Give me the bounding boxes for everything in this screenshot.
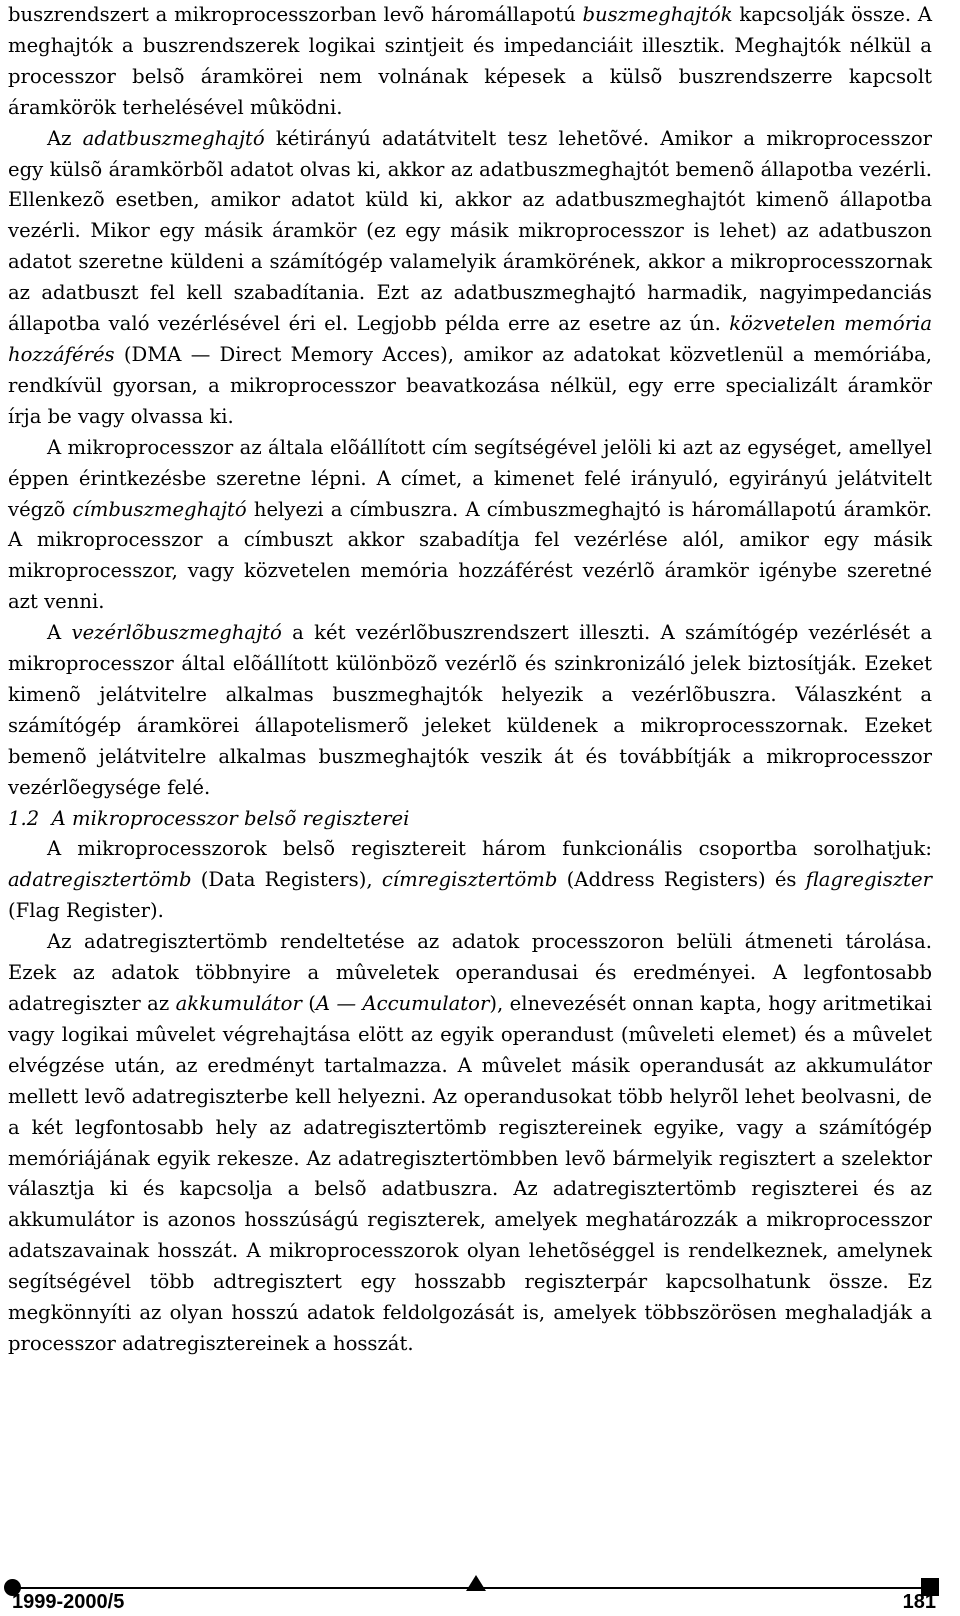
section-heading <box>8 804 932 835</box>
term-flag-register: flagregiszter <box>805 868 932 892</box>
text: (DMA — Direct Memory Acces), amikor az adatokat közvetlenül a memóriába, rendkívül gyorsan, a mikroprocesszor beavatkozása nélkül, egy erre specializált áramkör írja be vagy olvassa ki. <box>8 342 932 428</box>
text: ( <box>301 992 316 1015</box>
paragraph-bus-drivers <box>8 0 932 124</box>
text: Az <box>47 126 83 150</box>
text: (Flag Register). <box>8 899 164 923</box>
page-footer <box>0 1566 960 1616</box>
term-bus-drivers: buszmeghajtók <box>582 3 733 26</box>
text: kapcsolják össze. A meghajtók a buszrendszerek logikai szintjeit és impedanciáit illesztik. Meghajtók nélkül a processzor belsõ áramkörei nem volnának képesek a külsõ buszrendszerre kapcsolt áramkörök terhelésével mûködni. <box>8 3 932 119</box>
term-data-registers: adatregisztertömb <box>8 868 192 892</box>
page-number: 181 <box>902 1591 936 1613</box>
term-control-bus-driver: vezérlõbuszmeghajtó <box>71 621 282 645</box>
paragraph-control-bus-driver <box>8 618 932 803</box>
term-dma: közvetelen memória hozzáférés <box>8 312 933 366</box>
term-address-bus-driver: címbuszmeghajtó <box>72 497 247 521</box>
term-data-bus-driver: adatbuszmeghajtó <box>82 126 265 150</box>
issue-number: 1999-2000/5 <box>12 1591 125 1613</box>
section-number: 1.2 <box>8 806 40 830</box>
text: (Address Registers) és <box>557 868 806 892</box>
text: A mikroprocesszorok belsõ regisztereit három funkcionális csoportba sorolhatjuk: <box>47 837 932 861</box>
document-body <box>8 0 932 1560</box>
text: A mikroprocesszor az általa elõállított cím segítségével jelöli ki azt az egységet, amellyel éppen érintkezésbe szeretne lépni. A címet, a kimenet felé irányuló, egyirányú jelátvitelt végzõ <box>8 435 932 521</box>
paragraph-register-groups <box>8 834 932 927</box>
text: (Data Registers), <box>191 868 382 892</box>
section-title: A mikroprocesszor belsõ regiszterei <box>51 806 410 830</box>
text: helyezi a címbuszra. A címbuszmeghajtó is háromállapotú áramkör. A mikroprocesszor a címbuszt akkor szabadítja fel vezérlése alól, amikor egy másik mikroprocesszor, vagy közvetelen memória hozzáférést vezérlõ áramkör igénybe szeretné azt venni. <box>8 497 932 614</box>
text: A <box>47 621 72 645</box>
text: ), elnevezését onnan kapta, hogy aritmetikai vagy logikai mûvelet végrehajtása elött az egyik operandust (mûveleti elemet) és a mûvelet elvégzése után, az eredményt tartalmazza. A mûvelet másik operandusát az akkumulátor mellett levõ adatregiszterbe kell helyezni. Az operandusokat több helyrõl lehet beolvasni, de a két legfontosabb hely az adatregisztertömb regisztereinek egyike, vagy a számítógép memóriájának egyik rekesze. Az adatregisztertömbben levõ bármelyik regisztert a szelektor választja ki és kapcsolja a belsõ adatbuszra. Az adatregisztertömb regiszterei és az akkumulátor is azonos hosszúságú regiszterek, amelyek meghatározzák a mikroprocesszor adatszavainak hosszát. A mikroprocesszorok olyan lehetõséggel is rendelkeznek, amelynek segítségével több adtregisztert egy hosszabb regiszterpár kapcsolhatunk össze. Ez megkönnyíti az olyan hosszú adatok feldolgozását is, amelyek többszörösen meghaladják a processzor adatregisztereinek a hosszát. <box>8 992 933 1355</box>
text: kétirányú adatátvitelt tesz lehetõvé. Amikor a mikroprocesszor egy külsõ áramkörbõl adatot olvas ki, akkor az adatbuszmeghajtót bemenõ állapotba vezérli. Ellenkezõ esetben, amikor adatot küld ki, akkor az adatbuszmeghajtót kimenõ állapotba vezérli. Mikor egy másik áramkör (ez egy másik mikroprocesszor is lehet) az adatbuszon adatot szeretne küldeni a számítógép valamelyik áramkörének, akkor a mikroprocesszornak az adatbuszt fel kell szabadítania. Ezt az adatbuszmeghajtó harmadik, nagyimpedanciás állapotba való vezérlésével éri el. Legjobb példa erre az esetre az ún. <box>8 126 932 336</box>
text: a két vezérlõbuszrendszert illeszti. A számítógép vezérlését a mikroprocesszor által elõállított különbözõ vezérlõ és szinkronizáló jelek biztosítják. Ezeket kimenõ jelátvitelre alkalmas buszmeghajtók helyezik a vezérlõbuszra. Válaszként a számítógép áramkörei állapotelismerõ jeleket küldenek a mikroprocesszornak. Ezeket bemenõ jelátvitelre alkalmas buszmeghajtók veszik át és továbbítják a mikroprocesszor vezérlõegysége felé. <box>8 621 932 799</box>
term-accumulator-abbrev: A — Accumulator <box>315 992 490 1015</box>
paragraph-data-bus-driver <box>8 124 932 433</box>
text: Az adatregisztertömb rendeltetése az adatok processzoron belüli átmeneti tárolása. Ezek az adatok többnyire a mûveletek operandusai és eredményei. A legfontosabb adatregiszter az <box>8 930 932 1015</box>
term-accumulator: akkumulátor <box>175 992 302 1015</box>
paragraph-accumulator <box>8 927 932 1360</box>
triangle-marker-icon <box>466 1575 486 1591</box>
paragraph-address-bus-driver <box>8 433 932 618</box>
term-address-registers: címregisztertömb <box>381 868 558 892</box>
text: buszrendszert a mikroprocesszorban levõ háromállapotú <box>8 3 583 26</box>
